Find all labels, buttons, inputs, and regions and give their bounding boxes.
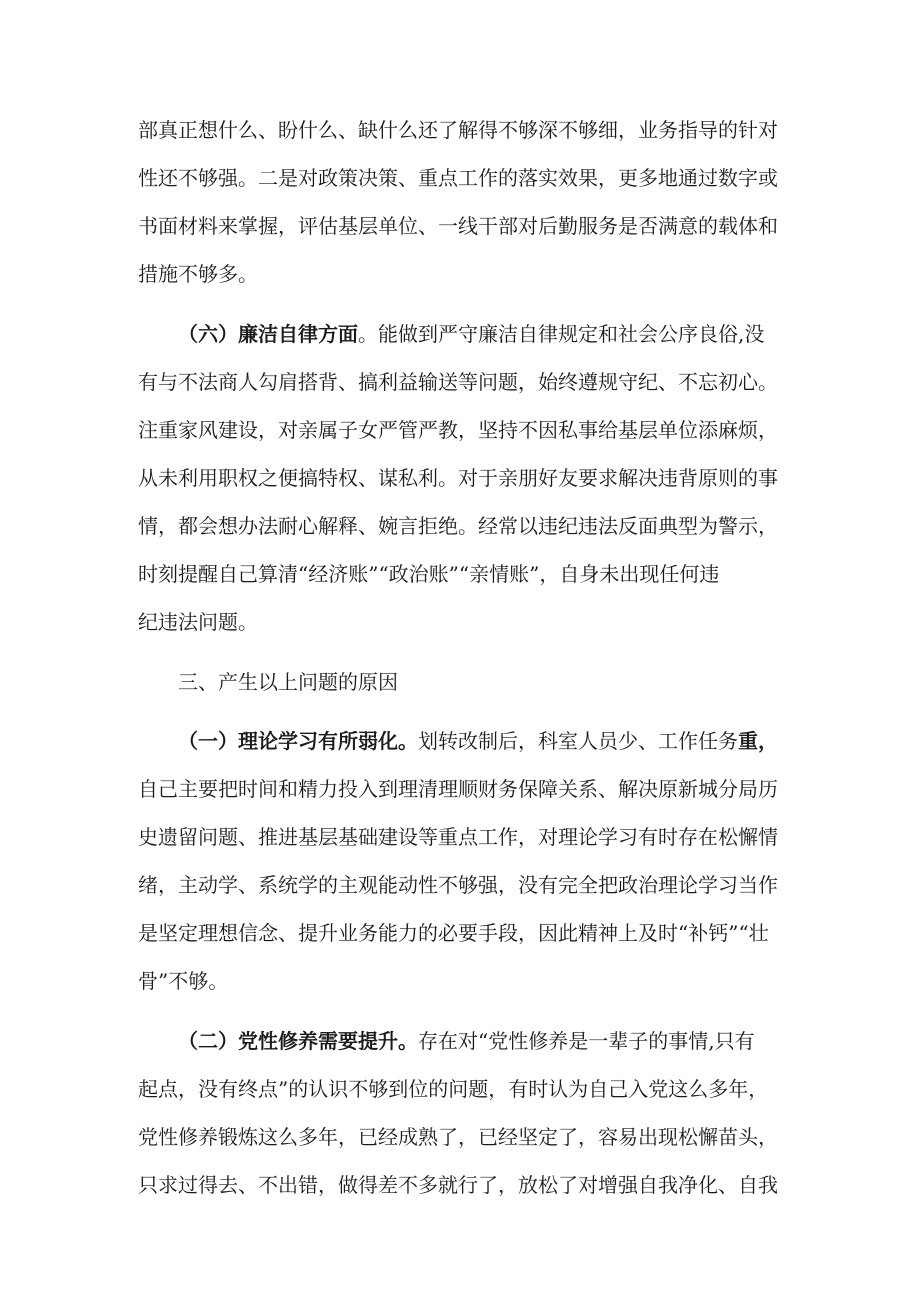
paragraph-line: 纪违法问题。 (138, 610, 258, 634)
section-6-text: 。能做到严守廉洁自律规定和社会公序良俗,没 (358, 322, 765, 346)
reason-2-text: 存在对“党性修养是一辈子的事情,只有 (418, 1029, 755, 1053)
reason-1-title: （一）理论学习有所弱化。 (178, 729, 418, 753)
paragraph-line: 绪，主动学、系统学的主观能动性不够强，没有完全把政治理论学习当作 (138, 873, 778, 897)
reason-2-first-line (178, 1029, 755, 1053)
paragraph-line: 措施不够多。 (138, 262, 258, 286)
paragraph-line: 情，都会想办法耐心解释、婉言拒绝。经常以违纪违法反面典型为警示， (138, 514, 778, 538)
paragraph-line: 时刻提醒自己算清“经济账”“政治账”“亲情账”，自身未出现任何违 (138, 562, 720, 586)
paragraph-line: 党性修养锻炼这么多年，已经成熟了，已经坚定了，容易出现松懈苗头， (138, 1125, 778, 1149)
paragraph-line: 起点，没有终点”的认识不够到位的问题，有时认为自己入党这么多年， (138, 1077, 769, 1101)
section-6-title: （六）廉洁自律方面 (178, 322, 358, 346)
paragraph-line: 性还不够强。二是对政策决策、重点工作的落实效果，更多地通过数字或 (138, 166, 778, 190)
reason-1-text: 划转改制后，科室人员少、工作任务 (418, 729, 738, 753)
paragraph-line: 书面材料来掌握，评估基层单位、一线干部对后勤服务是否满意的载体和 (138, 214, 778, 238)
part-3-heading: 三、产生以上问题的原因 (178, 670, 398, 694)
paragraph-line: 有与不法商人勾肩搭背、搞利益输送等问题，始终遵规守纪、不忘初心。 (138, 370, 778, 394)
paragraph-line: 骨”不够。 (138, 969, 229, 993)
paragraph-line: 是坚定理想信念、提升业务能力的必要手段，因此精神上及时“补钙”“壮 (138, 921, 769, 945)
reason-1-first-line (178, 729, 778, 753)
reason-1-text-bold: 重， (738, 729, 778, 753)
section-6-first-line (178, 322, 764, 346)
paragraph-line: 自己主要把时间和精力投入到理清理顺财务保障关系、解决原新城分局历 (138, 777, 778, 801)
reason-2-title: （二）党性修养需要提升。 (178, 1029, 418, 1053)
paragraph-line: 史遗留问题、推进基层基础建设等重点工作，对理论学习有时存在松懈情 (138, 825, 778, 849)
paragraph-line: 只求过得去、不出错，做得差不多就行了，放松了对增强自我净化、自我 (138, 1173, 778, 1197)
paragraph-line: 部真正想什么、盼什么、缺什么还了解得不够深不够细，业务指导的针对 (138, 118, 778, 142)
paragraph-line: 从未利用职权之便搞特权、谋私利。对于亲朋好友要求解决违背原则的事 (138, 466, 778, 490)
paragraph-line: 注重家风建设，对亲属子女严管严教，坚持不因私事给基层单位添麻烦， (138, 418, 778, 442)
